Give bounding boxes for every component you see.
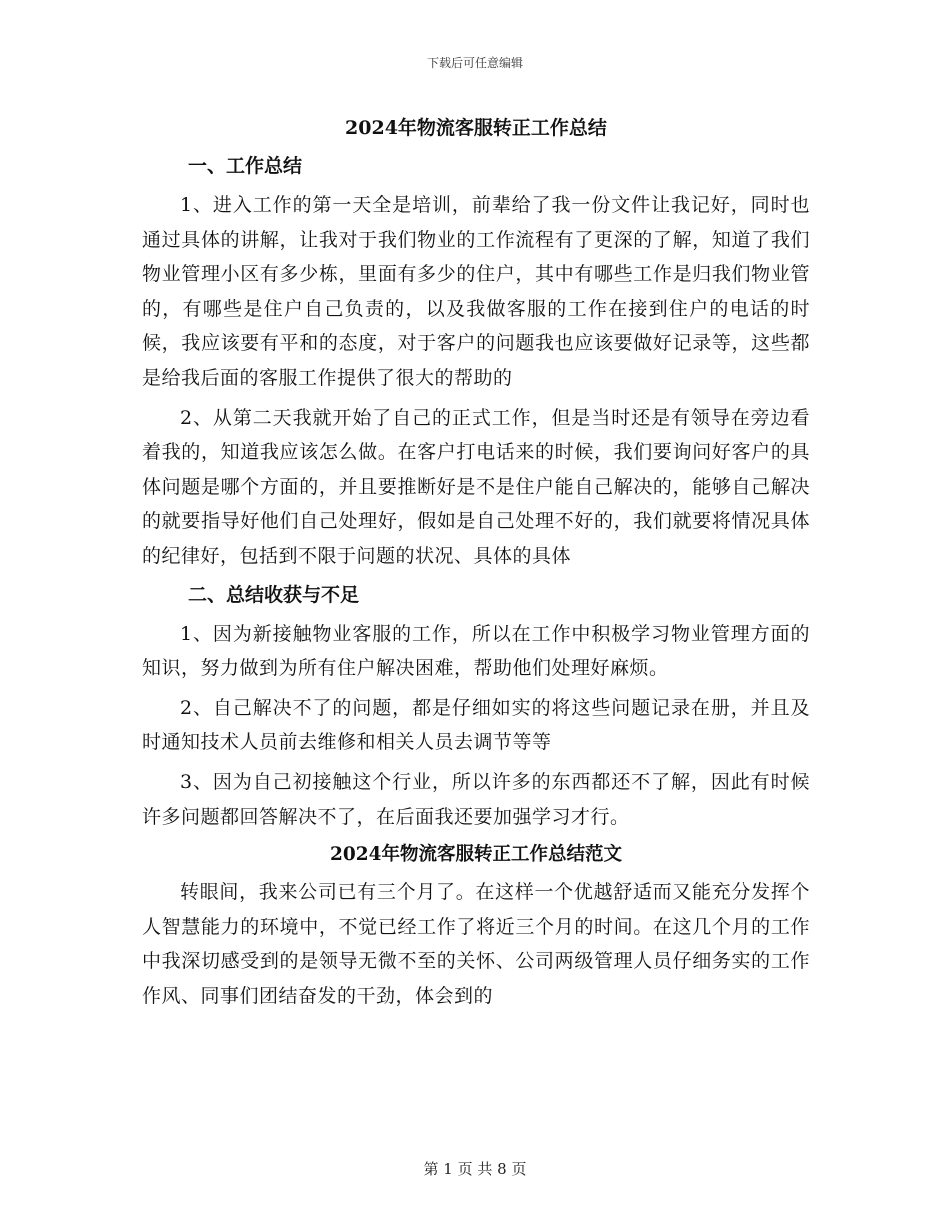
paragraph: 1、因为新接触物业客服的工作，所以在工作中积极学习物业管理方面的知识，努力做到为所有住户解决困难，帮助他们处理好麻烦。 <box>142 622 810 680</box>
document-title: 2024年物流客服转正工作总结 <box>345 117 607 139</box>
paragraph: 2、自己解决不了的问题，都是仔细如实的将这些问题记录在册，并且及时通知技术人员前去维修和相关人员去调节等等 <box>142 696 810 754</box>
document-body <box>142 112 810 1018</box>
paragraph: 转眼间，我来公司已有三个月了。在这样一个优越舒适而又能充分发挥个人智慧能力的环境中，不觉已经工作了将近三个月的时间。在这几个月的工作中我深切感受到的是领导无微不至的关怀、公司两级管理人员仔细务实的工作作风、同事们团结奋发的干劲，体会到的 <box>142 881 810 1007</box>
section-heading-gains-shortcomings: 二、总结收获与不足 <box>188 583 360 606</box>
page-footer: 第 1 页 共 8 页 <box>423 1160 527 1178</box>
paragraph: 2、从第二天我就开始了自己的正式工作，但是当时还是有领导在旁边看着我的，知道我应该怎么做。在客户打电话来的时候，我们要询问好客户的具体问题是哪个方面的，并且要推断好是不是住户能自己解决的，能够自己解决的就要指导好他们自己处理好，假如是自己处理不好的，我们就要将情况具体的纪律好，包括到不限于问题的状况、具体的具体 <box>142 406 810 567</box>
paragraph: 1、进入工作的第一天全是培训，前辈给了我一份文件让我记好，同时也通过具体的讲解，让我对于我们物业的工作流程有了更深的了解，知道了我们物业管理小区有多少栋，里面有多少的住户，其中有哪些工作是归我们物业管的，有哪些是住户自己负责的，以及我做客服的工作在接到住户的电话的时候，我应该要有平和的态度，对于客户的问题我也应该要做好记录等，这些都是给我后面的客服工作提供了很大的帮助的 <box>142 194 810 389</box>
document-subtitle: 2024年物流客服转正工作总结范文 <box>330 844 622 866</box>
page-header: 下载后可任意编辑 <box>426 56 523 70</box>
section-heading-work-summary: 一、工作总结 <box>188 155 303 177</box>
paragraph: 3、因为自己初接触这个行业，所以许多的东西都还不了解，因此有时候许多问题都回答解决不了，在后面我还要加强学习才行。 <box>142 770 810 828</box>
